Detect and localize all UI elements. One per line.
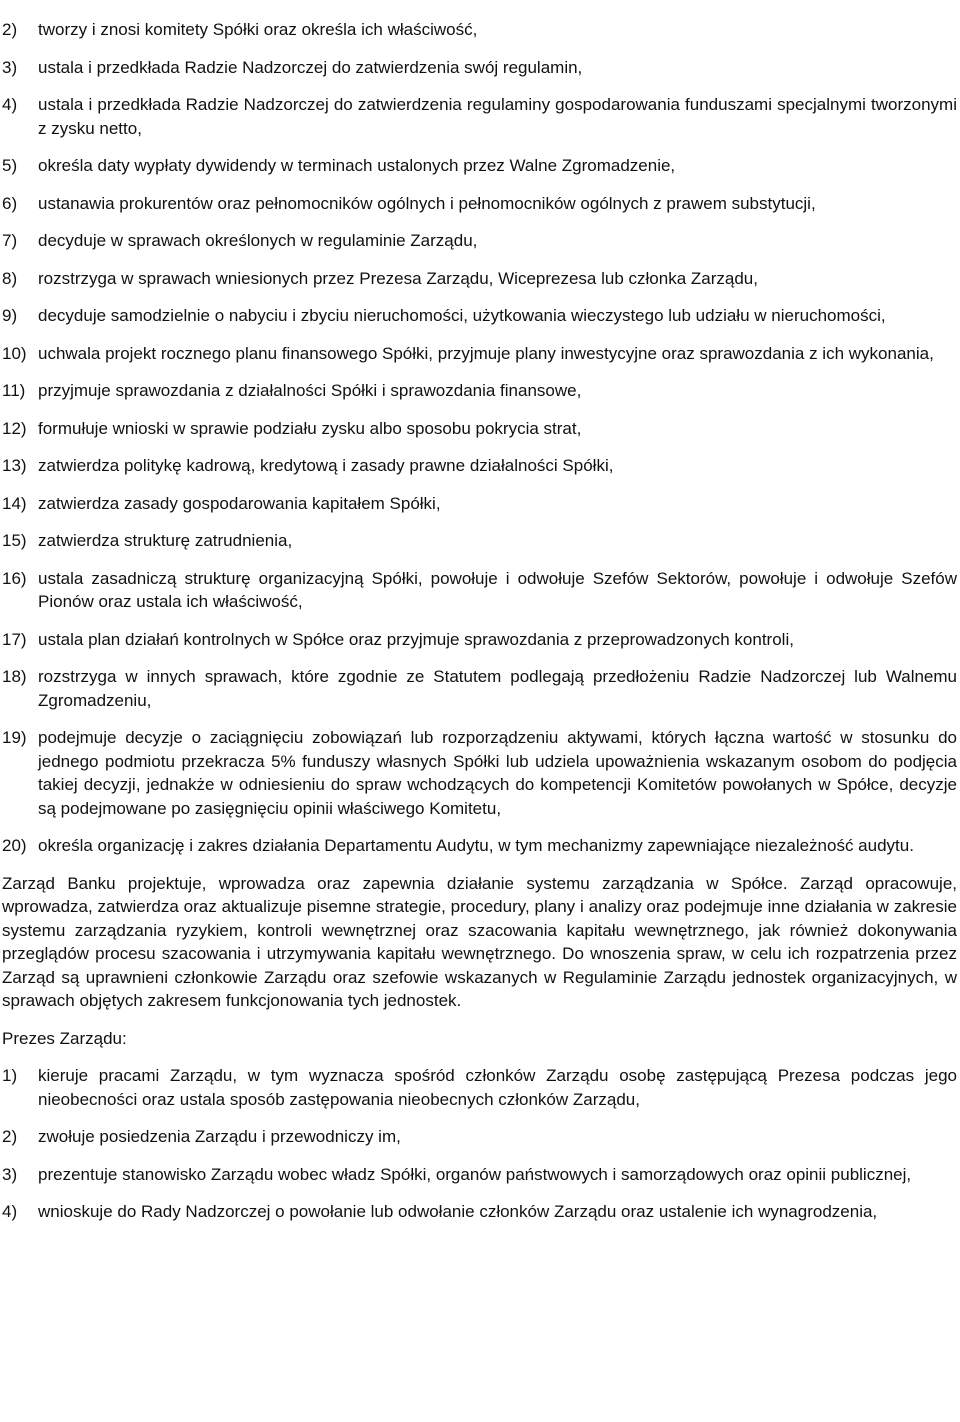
list-item: [2, 342, 957, 366]
list-item: [2, 1125, 957, 1149]
list-item: [2, 93, 957, 140]
list-item-number: 18): [2, 667, 27, 686]
list-item-number: 19): [2, 728, 27, 747]
list-item-number: 3): [2, 1164, 18, 1184]
list-item-text: rozstrzyga w innych sprawach, które zgodnie ze Statutem podlegają przedłożeniu Radzie Nadzorczej lub Walnemu Zgromadzeniu,: [38, 667, 957, 710]
list-item-text: zatwierdza politykę kadrową, kredytową i zasady prawne działalności Spółki,: [38, 456, 614, 475]
list-item-number: 12): [2, 418, 27, 438]
list-item-text: zwołuje posiedzenia Zarządu i przewodniczy im,: [38, 1127, 401, 1146]
list-item: [2, 56, 957, 80]
list-item: [2, 192, 957, 216]
list-item: [2, 1064, 957, 1111]
list-item-number: 13): [2, 456, 27, 475]
list-item-text: formułuje wnioski w sprawie podziału zysku albo sposobu pokrycia strat,: [38, 418, 582, 438]
list-item-text: wnioskuje do Rady Nadzorczej o powołanie lub odwołanie członków Zarządu oraz ustalenie ich wynagrodzenia,: [38, 1202, 878, 1221]
list-item-text: uchwala projekt rocznego planu finansowego Spółki, przyjmuje plany inwestycyjne oraz sprawozdania z ich wykonania,: [38, 343, 934, 363]
list-item: [2, 1200, 957, 1224]
list-item: [2, 379, 957, 403]
list-item-text: ustanawia prokurentów oraz pełnomocników ogólnych i pełnomocników ogólnych z prawem substytucji,: [38, 193, 816, 213]
list-item-text: zatwierdza zasady gospodarowania kapitałem Spółki,: [38, 493, 441, 513]
list-item-number: 7): [2, 231, 18, 250]
list-item-text: ustala plan działań kontrolnych w Spółce oraz przyjmuje sprawozdania z przeprowadzonych kontroli,: [38, 629, 794, 649]
list-item-text: ustala i przedkłada Radzie Nadzorczej do zatwierdzenia swój regulamin,: [38, 57, 583, 77]
list-item-number: 9): [2, 306, 18, 325]
list-item-number: 16): [2, 568, 27, 588]
list-item-text: podejmuje decyzje o zaciągnięciu zobowiązań lub rozporządzeniu aktywami, których łączna wartość w stosunku do jednego podmiotu przekracza 5% funduszy własnych Spółki lub udziela upoważnienia wskazanym osobom do podjęcia takiej decyzji, jednakże w odniesieniu do spraw wchodzących do kompetencji Komitetów powołanych w Spółce, decyzje są podejmowane po zasięgnięciu opinii właściwego Komitetu,: [38, 728, 957, 818]
list-item-number: 8): [2, 268, 18, 288]
list-item: [2, 628, 957, 652]
list-item-text: rozstrzyga w sprawach wniesionych przez Prezesa Zarządu, Wiceprezesa lub członka Zarządu,: [38, 268, 758, 288]
list-item-text: kieruje pracami Zarządu, w tym wyznacza spośród członków Zarządu osobę zastępującą Prezesa podczas jego nieobecności oraz ustala sposób zastępowania nieobecnych członków Zarządu,: [38, 1066, 957, 1109]
list-item-number: 3): [2, 57, 18, 77]
list-item: [2, 1163, 957, 1187]
list-item: [2, 267, 957, 291]
president-duties-list: [2, 1064, 957, 1224]
list-item: [2, 567, 957, 614]
list-item: [2, 726, 957, 820]
list-item-text: zatwierdza strukturę zatrudnienia,: [38, 531, 293, 550]
management-duties-list: [2, 18, 957, 858]
list-item-text: ustala i przedkłada Radzie Nadzorczej do zatwierdzenia regulaminy gospodarowania funduszami specjalnymi tworzonymi z zysku netto,: [38, 95, 957, 138]
list-item-number: 14): [2, 493, 27, 513]
list-item-text: decyduje samodzielnie o nabyciu i zbyciu nieruchomości, użytkowania wieczystego lub udziału w nieruchomości,: [38, 306, 886, 325]
list-item: [2, 454, 957, 478]
list-item: [2, 304, 957, 328]
list-item-text: określa daty wypłaty dywidendy w terminach ustalonych przez Walne Zgromadzenie,: [38, 156, 676, 175]
list-item-number: 6): [2, 193, 18, 213]
list-item-text: przyjmuje sprawozdania z działalności Spółki i sprawozdania finansowe,: [38, 381, 582, 400]
list-item: [2, 834, 957, 858]
list-item-text: określa organizację i zakres działania Departamentu Audytu, w tym mechanizmy zapewniające niezależność audytu.: [38, 836, 914, 855]
list-item-number: 4): [2, 95, 18, 114]
list-item: [2, 229, 957, 253]
list-item-number: 4): [2, 1202, 18, 1221]
list-item-text: prezentuje stanowisko Zarządu wobec władz Spółki, organów państwowych i samorządowych oraz opinii publicznej,: [38, 1164, 912, 1184]
list-item-number: 2): [2, 1127, 18, 1146]
list-item-number: 11): [2, 381, 26, 400]
list-item-number: 15): [2, 531, 27, 550]
management-paragraph: Zarząd Banku projektuje, wprowadza oraz zapewnia działanie systemu zarządzania w Spółce. Zarząd opracowuje, wprowadza, zatwierdza oraz aktualizuje pisemne strategie, procedury, plany i analizy oraz podejmuje inne działania w zakresie systemu zarządzania ryzykiem, kontroli wewnętrznej oraz szacowania kapitału wewnętrznego, jak również dokonywania przeglądów procesu szacowania i utrzymywania kapitału wewnętrznego. Do wnoszenia spraw, w celu ich rozpatrzenia przez Zarząd są uprawnieni członkowie Zarządu oraz szefowie wskazanych w Regulaminie Zarządu jednostek organizacyjnych, w sprawach objętych zakresem funkcjonowania tych jednostek.: [2, 873, 957, 1010]
list-item: [2, 154, 957, 178]
list-item: [2, 492, 957, 516]
president-heading: Prezes Zarządu:: [2, 1028, 127, 1048]
list-item-number: 17): [2, 629, 27, 649]
list-item-text: decyduje w sprawach określonych w regulaminie Zarządu,: [38, 231, 478, 250]
list-item-number: 10): [2, 343, 27, 363]
list-item: [2, 665, 957, 712]
list-item-number: 1): [2, 1066, 18, 1085]
list-item-number: 2): [2, 20, 18, 39]
list-item-number: 5): [2, 156, 18, 175]
list-item: [2, 18, 957, 42]
list-item-text: tworzy i znosi komitety Spółki oraz określa ich właściwość,: [38, 20, 478, 39]
list-item-text: ustala zasadniczą strukturę organizacyjną Spółki, powołuje i odwołuje Szefów Sektorów, powołuje i odwołuje Szefów Pionów oraz ustala ich właściwość,: [38, 568, 957, 611]
list-item: [2, 529, 957, 553]
list-item: [2, 417, 957, 441]
list-item-number: 20): [2, 836, 27, 855]
